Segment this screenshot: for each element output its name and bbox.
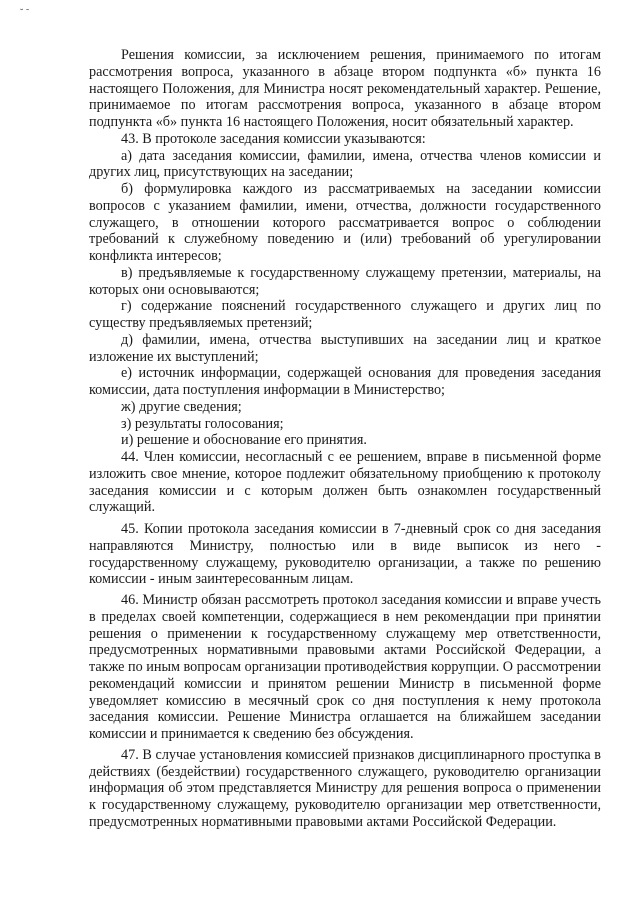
paragraph-43e: е) источник информации, содержащей основания для проведения заседания комиссии, дата поступления информации в Министерство; xyxy=(89,365,601,398)
paragraph-46: 46. Министр обязан рассмотреть протокол заседания комиссии и вправе учесть в пределах своей компетенции, содержащиеся в нем рекомендации при принятии решения о применении к государственному служащему мер ответственности, предусмотренных нормативными правовыми актами Российской Федерации, а также по иным вопросам организации противодействия коррупции. О рассмотрении рекомендаций комиссии и принятом решении Министр в письменной форме уведомляет комиссию в месячный срок со дня поступления к нему протокола заседания комиссии. Решение Министра оглашается на ближайшем заседании комиссии и принимается к сведению без обсуждения. xyxy=(89,592,602,742)
document-body xyxy=(89,47,601,831)
paragraph-43a: а) дата заседания комиссии, фамилии, имена, отчества членов комиссии и других лиц, присутствующих на заседании; xyxy=(89,147,601,181)
paragraph-43d: д) фамилии, имена, отчества выступивших на заседании лиц и краткое изложение их выступлений; xyxy=(89,331,601,365)
paragraph-47: 47. В случае установления комиссией признаков дисциплинарного проступка в действиях (бездействии) государственного служащего, руководителю организации информация об этом представляется Министру для решения вопроса о применении к государственному служащему, руководителю организации мер ответственности, предусмотренных нормативными правовыми актами Российской Федерации. xyxy=(89,746,601,830)
paragraph-44: 44. Член комиссии, несогласный с ее решением, вправе в письменной форме изложить свое мнение, которое подлежит обязательному приобщению к протоколу заседания комиссии и с которым должен быть ознакомлен государственный служащий. xyxy=(89,449,601,516)
paragraph-43b: б) формулировка каждого из рассматриваемых на заседании комиссии вопросов с указанием фамилии, имени, отчества, должности государственного служащего, в отношении которого рассматривается вопрос о соблюдении требований к служебному поведению и (или) требований об урегулировании конфликта интересов; xyxy=(89,181,601,264)
paragraph-43: 43. В протоколе заседания комиссии указываются: xyxy=(121,130,426,147)
paragraph-43g: г) содержание пояснений государственного служащего и других лиц по существу предъявляемых претензий; xyxy=(89,298,601,331)
scan-mark: ˘ ˜ xyxy=(20,8,30,19)
paragraph-43v: в) предъявляемые к государственному служащему претензии, материалы, на которых они основываются; xyxy=(89,264,601,298)
paragraph-45: 45. Копии протокола заседания комиссии в 7-дневный срок со дня заседания направляются Министру, полностью или в виде выписок из него - государственному служащему, руководителю организации, а также по решению комиссии - иным заинтересованным лицам. xyxy=(89,521,601,588)
paragraph-43z: з) результаты голосования; xyxy=(121,415,284,432)
paragraph-43i: и) решение и обоснование его принятия. xyxy=(121,432,367,449)
paragraph-decisions: Решения комиссии, за исключением решения, принимаемого по итогам рассмотрения вопроса, указанного в абзаце втором подпункта «б» пункта 16 настоящего Положения, для Министра носят рекомендательный характер. Решение, принимаемое по итогам рассмотрения вопроса, указанного в абзаце втором подпункта «б» пункта 16 настоящего Положения, носит обязательный характер. xyxy=(89,47,601,130)
paragraph-43zh: ж) другие сведения; xyxy=(121,398,242,415)
